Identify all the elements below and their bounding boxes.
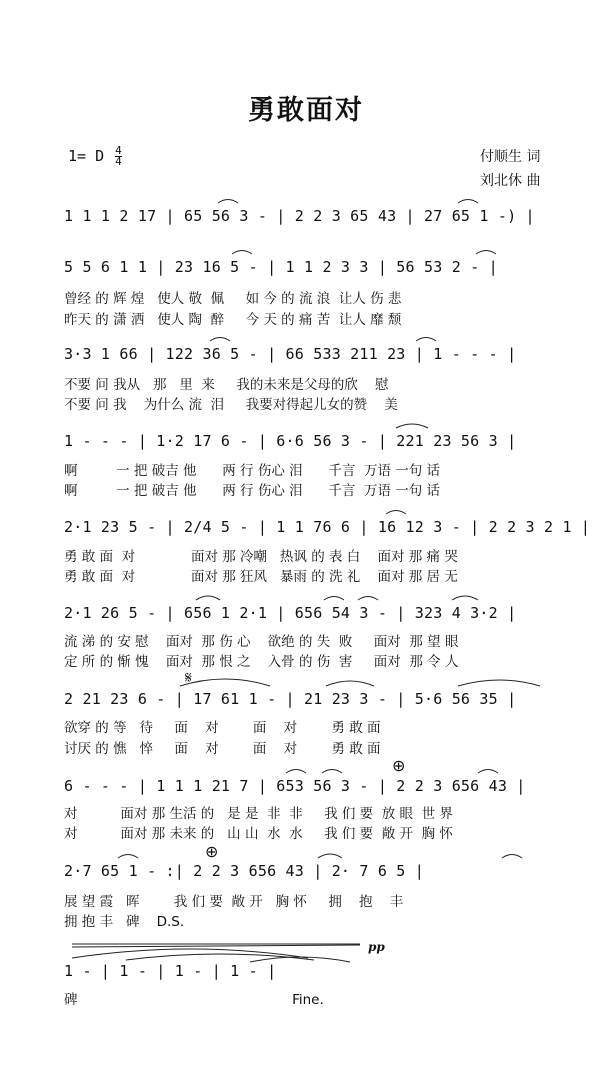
lyrics-verse-2: 啊 一 把 破吉 他 两 行 伤心 泪 千言 万语 一句 话 [64,483,441,499]
slur [324,597,344,601]
slur [232,251,252,255]
lyrics-verse-1: 啊 一 把 破吉 他 两 行 伤心 泪 千言 万语 一句 话 [64,463,441,479]
slur [476,251,496,255]
lyrics-verse-2: 对 面对 那 未来 的 山 山 水 水 我 们 要 敞 开 胸 怀 [64,826,453,842]
coda-icon: ⊕ [205,842,219,861]
slur [196,596,220,600]
lyrics-verse-1: 对 面对 那 生活 的 是 是 非 非 我 们 要 放 眼 世 界 [64,806,453,822]
slur [326,681,374,686]
composer-credit: 刘北休 曲 [480,173,541,189]
slur [502,855,522,859]
slur [180,679,270,686]
lyrics-verse-2: 不要 问 我 为什么 流 泪 我要对得起儿女的赞 美 [64,397,398,413]
slur [458,680,540,686]
lyrics-verse-1: 不要 问 我从 那 里 来 我的未来是父母的欣 慰 [64,377,389,393]
segno-icon: 𝄋 [185,668,192,687]
notation-line: 2·1 23 5 - | 2/4 5 - | 1 1 76 6 | 16 12 3 - | 2 2 3 2 1 | [64,518,591,536]
slur [358,597,378,601]
slur [250,957,350,962]
lyricist-credit: 付顺生 词 [480,149,541,165]
lyrics-verse-2: 定 所 的 惭 愧 面对 那 恨 之 入骨 的 伤 害 面对 那 令 人 [64,654,459,670]
lyrics-verse-1: 曾经 的 辉 煌 使人 敬 佩 如 今 的 流 浪 让人 伤 悲 [64,291,402,307]
time-signature-top: 4 [115,144,122,157]
lyrics-verse-2: 讨厌 的 憔 悴 面 对 面 对 勇 敢 面 [64,741,381,757]
notation-line: 1 1 1 2 17 | 65 56 3 - | 2 2 3 65 43 | 27 65 1 -) | [64,207,535,225]
notation-line: 2·1 26 5 - | 656 1 2·1 | 656 54 3 - | 323 4 3·2 | [64,604,517,622]
slur [478,770,498,774]
lyrics-verse-2: 昨天 的 潇 洒 使人 陶 醉 今 天 的 痛 苦 让人 靡 颓 [64,312,402,328]
lyrics-verse-1: 碑 Fine. [64,992,324,1008]
slur [458,200,478,204]
lyrics-verse-1: 展 望 霞 晖 我 们 要 敞 开 胸 怀 拥 抱 丰 [64,894,404,910]
notation-line: 3·3 1 66 | 122 36 5 - | 66 533 211 23 | 1 - - - | [64,345,517,363]
dynamic-marking: pp [368,940,385,954]
slur [386,511,406,515]
lyrics-verse-2: 拥 抱 丰 碑 D.S. [64,914,185,930]
slur [318,854,342,858]
notation-line: 2·7 65 1 - :| 2 2 3 656 43 | 2· 7 6 5 | [64,862,424,880]
lyrics-verse-1: 流 涕 的 安 慰 面对 那 伤 心 欲绝 的 失 败 面对 那 望 眼 [64,634,459,650]
notation-line: 1 - | 1 - | 1 - | 1 - | [64,962,277,980]
notation-line: 2 21 23 6 - | 17 61 1 - | 21 23 3 - | 5·6 56 35 | [64,690,517,708]
time-signature-bottom: 4 [115,155,122,168]
notation-line: 1 - - - | 1·2 17 6 - | 6·6 56 3 - | 221 23 56 3 | [64,432,517,450]
key-label: 1= D [68,147,105,165]
notation-line: 5 5 6 1 1 | 23 16 5 - | 1 1 2 3 3 | 56 53 2 - | [64,258,498,276]
coda-icon: ⊕ [392,756,406,775]
slur [322,770,342,774]
hairpin-line [72,945,360,947]
lyrics-verse-2: 勇 敢 面 对 面对 那 狂风 暴雨 的 洗 礼 面对 那 居 无 [64,569,458,585]
slur [210,338,230,342]
slur [416,338,436,342]
notation-line: 6 - - - | 1 1 1 21 7 | 653 56 3 - | 2 2 3 656 43 | [64,777,526,795]
slur [452,596,478,600]
lyrics-verse-1: 勇 敢 面 对 面对 那 冷嘲 热讽 的 表 白 面对 那 痛 哭 [64,549,458,565]
slur [218,200,238,204]
lyrics-verse-1: 欲穿 的 等 待 面 对 面 对 勇 敢 面 [64,720,381,736]
slur [72,949,308,958]
slur [396,424,428,428]
song-title: 勇敢面对 [248,95,364,126]
slur [118,855,138,859]
slur [286,770,306,774]
